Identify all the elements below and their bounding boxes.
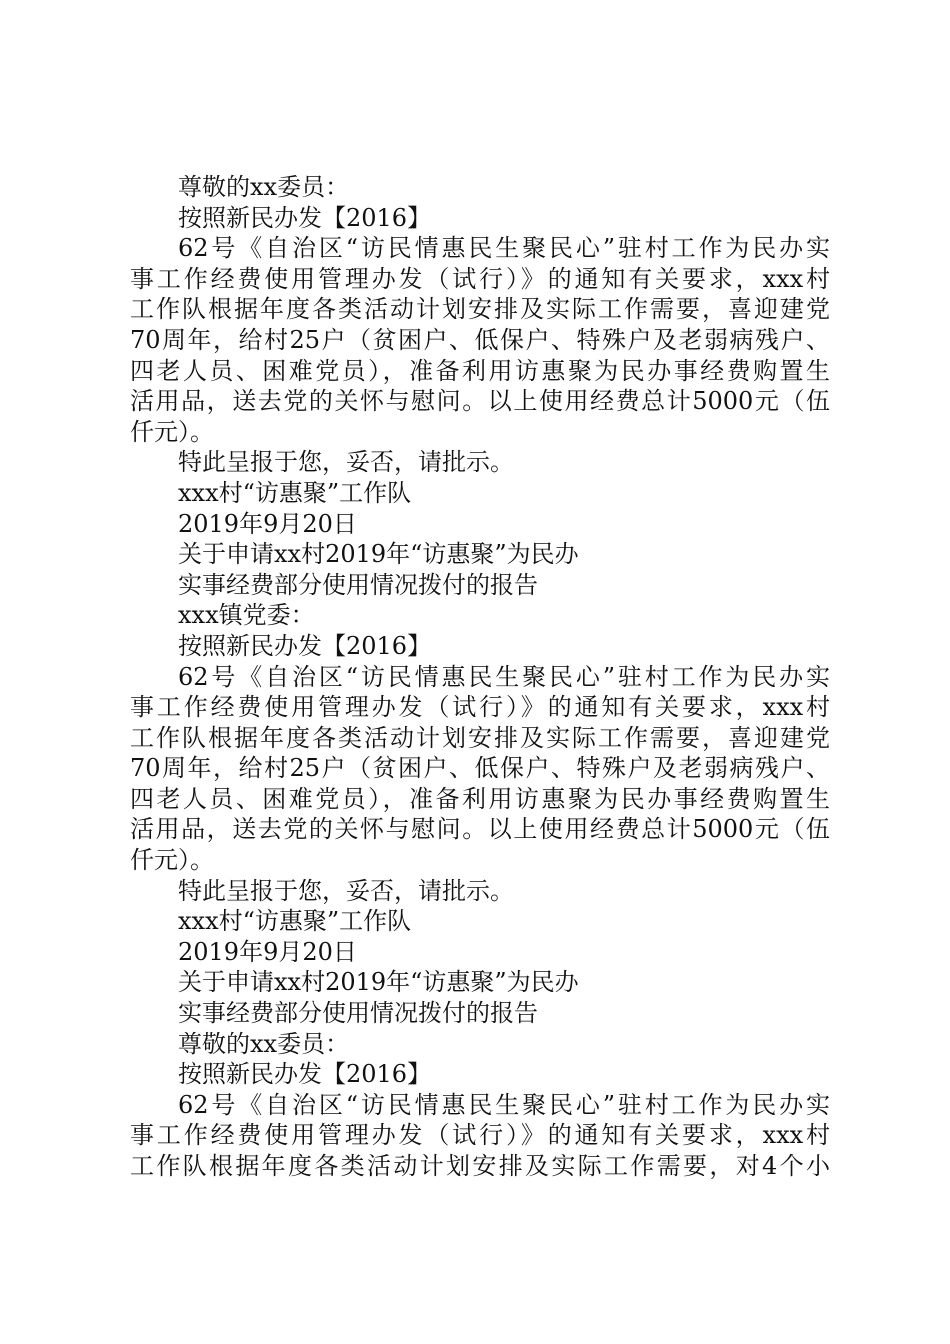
text-line: 工作队根据年度各类活动计划安排及实际工作需要，对4个小 — [130, 1152, 830, 1180]
text-line: 工作队根据年度各类活动计划安排及实际工作需要，喜迎建党 — [130, 295, 830, 324]
text-line: xxx村“访惠聚”工作队 — [178, 907, 412, 936]
text-line: 事工作经费使用管理办发（试行）》的通知有关要求，xxx村 — [130, 264, 830, 293]
text-line: 特此呈报于您，妥否，请批示。 — [178, 448, 514, 477]
text-line: 70周年，给村25户（贫困户、低保户、特殊户及老弱病残户、 — [130, 754, 830, 783]
text-line: 70周年，给村25户（贫困户、低保户、特殊户及老弱病残户、 — [130, 325, 830, 354]
text-line: 实事经费部分使用情况拨付的报告 — [178, 999, 538, 1028]
text-line: 四老人员、困难党员），准备利用访惠聚为民办事经费购置生 — [130, 784, 830, 813]
text-line: 仟元）。 — [130, 846, 214, 875]
text-line: 按照新民办发【2016】 — [178, 203, 432, 232]
text-line: 工作队根据年度各类活动计划安排及实际工作需要，喜迎建党 — [130, 723, 830, 752]
text-line: 62号《自治区“访民情惠民生聚民心”驻村工作为民办实 — [178, 1090, 830, 1119]
text-line: 尊敬的xx委员： — [178, 1029, 350, 1058]
text-line: 四老人员、困难党员），准备利用访惠聚为民办事经费购置生 — [130, 356, 830, 385]
text-line: 事工作经费使用管理办发（试行）》的通知有关要求，xxx村 — [130, 693, 830, 722]
text-line: 尊敬的xx委员： — [178, 173, 350, 201]
text-line: xxx村“访惠聚”工作队 — [178, 478, 412, 507]
document-body — [130, 172, 830, 1182]
text-line: 事工作经费使用管理办发（试行）》的通知有关要求，xxx村 — [130, 1121, 830, 1150]
text-line: 活用品，送去党的关怀与慰问。以上使用经费总计5000元（伍 — [130, 387, 830, 416]
text-line: 关于申请xx村2019年“访惠聚”为民办 — [178, 540, 579, 569]
text-line: 按照新民办发【2016】 — [178, 631, 432, 660]
text-line: 62号《自治区“访民情惠民生聚民心”驻村工作为民办实 — [178, 662, 830, 691]
text-line: 关于申请xx村2019年“访惠聚”为民办 — [178, 968, 579, 997]
text-line: 仟元）。 — [130, 417, 214, 446]
text-line: 实事经费部分使用情况拨付的报告 — [178, 570, 538, 599]
text-line: 62号《自治区“访民情惠民生聚民心”驻村工作为民办实 — [178, 234, 830, 263]
text-line: 特此呈报于您，妥否，请批示。 — [178, 876, 514, 905]
text-line: xxx镇党委： — [178, 601, 315, 630]
text-line: 按照新民办发【2016】 — [178, 1060, 432, 1089]
text-line: 2019年9月20日 — [178, 509, 357, 538]
text-line: 活用品，送去党的关怀与慰问。以上使用经费总计5000元（伍 — [130, 815, 830, 844]
text-line: 2019年9月20日 — [178, 937, 357, 966]
